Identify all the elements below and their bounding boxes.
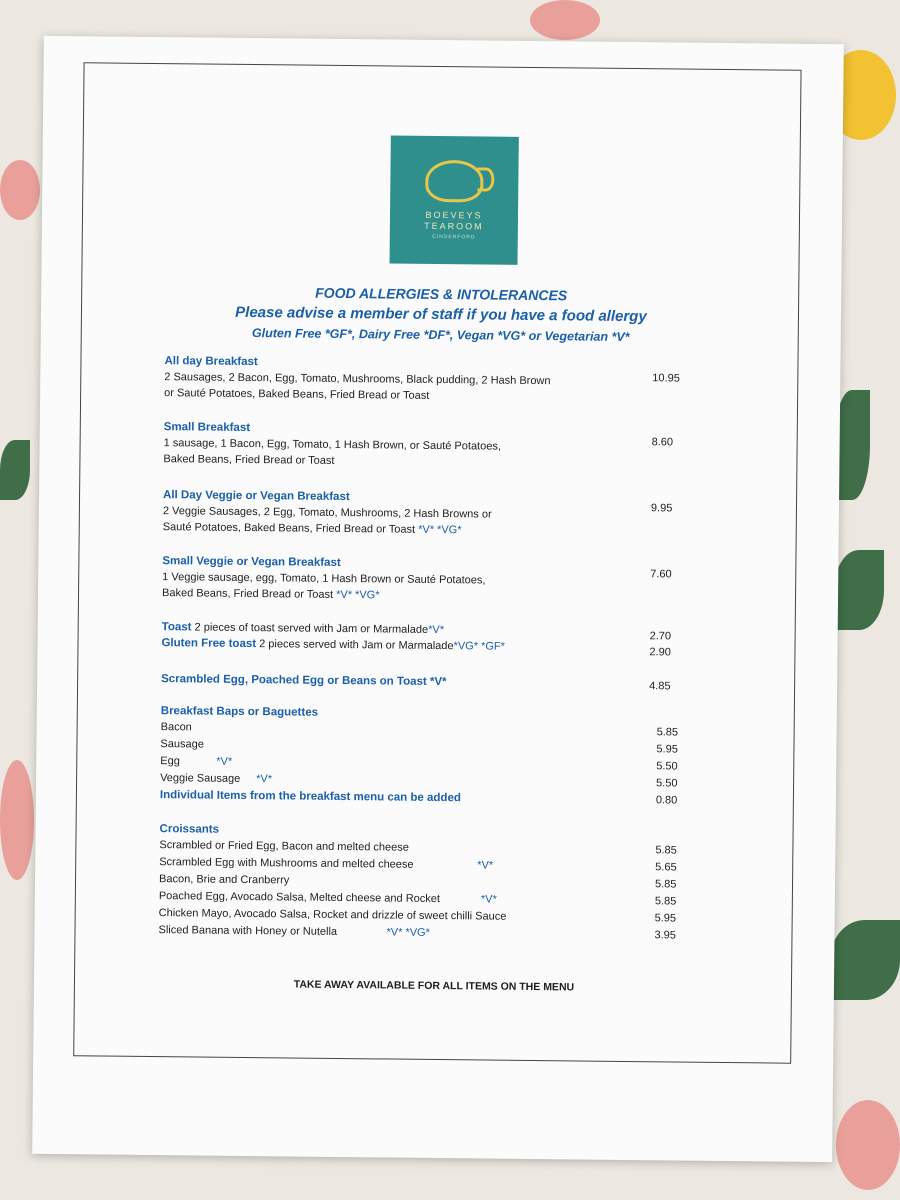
baps-section	[160, 703, 721, 810]
croissant-name: Bacon, Brie and Cranberry	[158, 873, 290, 887]
croissants-section	[158, 821, 719, 945]
item-desc: 1 sausage, 1 Bacon, Egg, Tomato, 1 Hash Brown, or Sauté Potatoes,	[163, 437, 502, 453]
flower-decoration	[836, 1100, 900, 1190]
takeaway-note: TAKE AWAY AVAILABLE FOR ALL ITEMS ON THE MENU	[293, 978, 575, 994]
diet-tag: *V*	[477, 859, 494, 872]
menu-item	[163, 419, 723, 473]
bap-price: 5.50	[656, 777, 678, 790]
diet-tag: *V*	[256, 773, 273, 786]
croissant-price: 5.85	[654, 895, 677, 908]
diet-tag: *VG* *GF*	[453, 640, 505, 653]
menu-item	[163, 487, 723, 541]
extras-price: 0.80	[655, 794, 678, 807]
allergy-title: FOOD ALLERGIES & INTOLERANCES	[315, 284, 568, 304]
item-desc: 2 Veggie Sausages, 2 Egg, Tomato, Mushrooms, 2 Hash Browns or	[162, 505, 492, 521]
item-desc: 1 Veggie sausage, egg, Tomato, 1 Hash Brown or Sauté Potatoes,	[162, 571, 486, 587]
flower-decoration	[0, 760, 34, 880]
croissant-name: Scrambled or Fried Egg, Bacon and melted cheese	[159, 839, 409, 854]
item-title: Small Veggie or Vegan Breakfast	[162, 555, 341, 569]
diet-tag: *V* *VG*	[418, 523, 462, 537]
bap-price: 5.85	[656, 726, 679, 739]
flower-decoration	[0, 160, 40, 220]
croissant-price: 5.85	[654, 878, 677, 891]
logo-subtitle: CINDERFORD	[432, 233, 476, 241]
menu-item	[164, 353, 724, 407]
item-desc: 2 Sausages, 2 Bacon, Egg, Tomato, Mushrooms, Black pudding, 2 Hash Brown	[164, 371, 551, 388]
tearoom-logo	[390, 135, 519, 264]
logo-name-1: BOEVEYS	[425, 209, 483, 221]
allergy-advice: Please advise a member of staff if you have a food allergy	[235, 303, 647, 326]
allergy-key: Gluten Free *GF*, Dairy Free *DF*, Vegan *VG* or Vegetarian *V*	[251, 326, 630, 344]
item-title: Small Breakfast	[163, 421, 251, 435]
leaf-decoration	[834, 550, 884, 630]
item-title: All day Breakfast	[164, 355, 258, 369]
croissant-name: Poached Egg, Avocado Salsa, Melted cheese and Rocket	[158, 890, 441, 906]
croissant-name: Scrambled Egg with Mushrooms and melted cheese	[159, 856, 414, 871]
bap-name: Veggie Sausage	[160, 772, 241, 785]
bap-name: Bacon	[160, 721, 192, 734]
scrambled-price: 4.85	[649, 680, 671, 693]
item-desc: or Sauté Potatoes, Baked Beans, Fried Bread or Toast	[164, 387, 430, 402]
logo-name-2: TEAROOM	[424, 220, 484, 232]
leaf-decoration	[0, 440, 30, 500]
bap-name: Egg	[160, 755, 180, 768]
croissant-name: Chicken Mayo, Avocado Salsa, Rocket and drizzle of sweet chilli Sauce	[158, 907, 507, 923]
item-price: 10.95	[652, 372, 680, 385]
item-desc: Baked Beans, Fried Bread or Toast	[161, 587, 334, 601]
gf-toast-title: Gluten Free toast	[161, 637, 257, 651]
item-price: 9.95	[650, 502, 673, 515]
menu-item	[162, 553, 722, 607]
baps-title: Breakfast Baps or Baguettes	[160, 705, 319, 719]
diet-tag: *V*	[428, 623, 445, 637]
item-desc: Baked Beans, Fried Bread or Toast	[163, 453, 335, 467]
croissant-name: Sliced Banana with Honey or Nutella	[158, 924, 338, 938]
leaf-decoration	[830, 920, 900, 1000]
item-price: 8.60	[651, 436, 674, 449]
diet-tag: *V* *VG*	[386, 926, 430, 939]
bap-price: 5.95	[656, 743, 678, 756]
menu-sheet	[32, 36, 844, 1162]
diet-tag: *V*	[216, 755, 233, 768]
toast-price: 2.70	[649, 630, 672, 643]
toast-desc: 2 pieces of toast served with Jam or Marmalade	[194, 621, 429, 636]
flower-decoration	[530, 0, 600, 40]
scrambled-title: Scrambled Egg, Poached Egg or Beans on Toast *V*	[161, 673, 447, 689]
toast-title: Toast	[161, 621, 192, 634]
bap-price: 5.50	[656, 760, 678, 773]
croissant-price: 3.95	[654, 929, 676, 942]
teapot-icon	[425, 160, 483, 203]
diet-tag: *V* *VG*	[336, 588, 380, 602]
extras-note: Individual Items from the breakfast menu can be added	[159, 789, 461, 805]
toast-section	[161, 619, 721, 657]
croissants-title: Croissants	[159, 823, 220, 836]
croissant-price: 5.85	[655, 844, 677, 857]
gf-toast-desc: 2 pieces served with Jam or Marmalade	[259, 638, 454, 653]
item-title: All Day Veggie or Vegan Breakfast	[163, 489, 350, 504]
gf-toast-price: 2.90	[649, 646, 671, 659]
bap-name: Sausage	[160, 738, 204, 751]
croissant-price: 5.95	[654, 912, 677, 925]
diet-tag: *V*	[480, 893, 497, 906]
item-desc: Sauté Potatoes, Baked Beans, Fried Bread or Toast	[162, 521, 416, 536]
item-price: 7.60	[650, 568, 672, 581]
croissant-price: 5.65	[655, 861, 677, 874]
